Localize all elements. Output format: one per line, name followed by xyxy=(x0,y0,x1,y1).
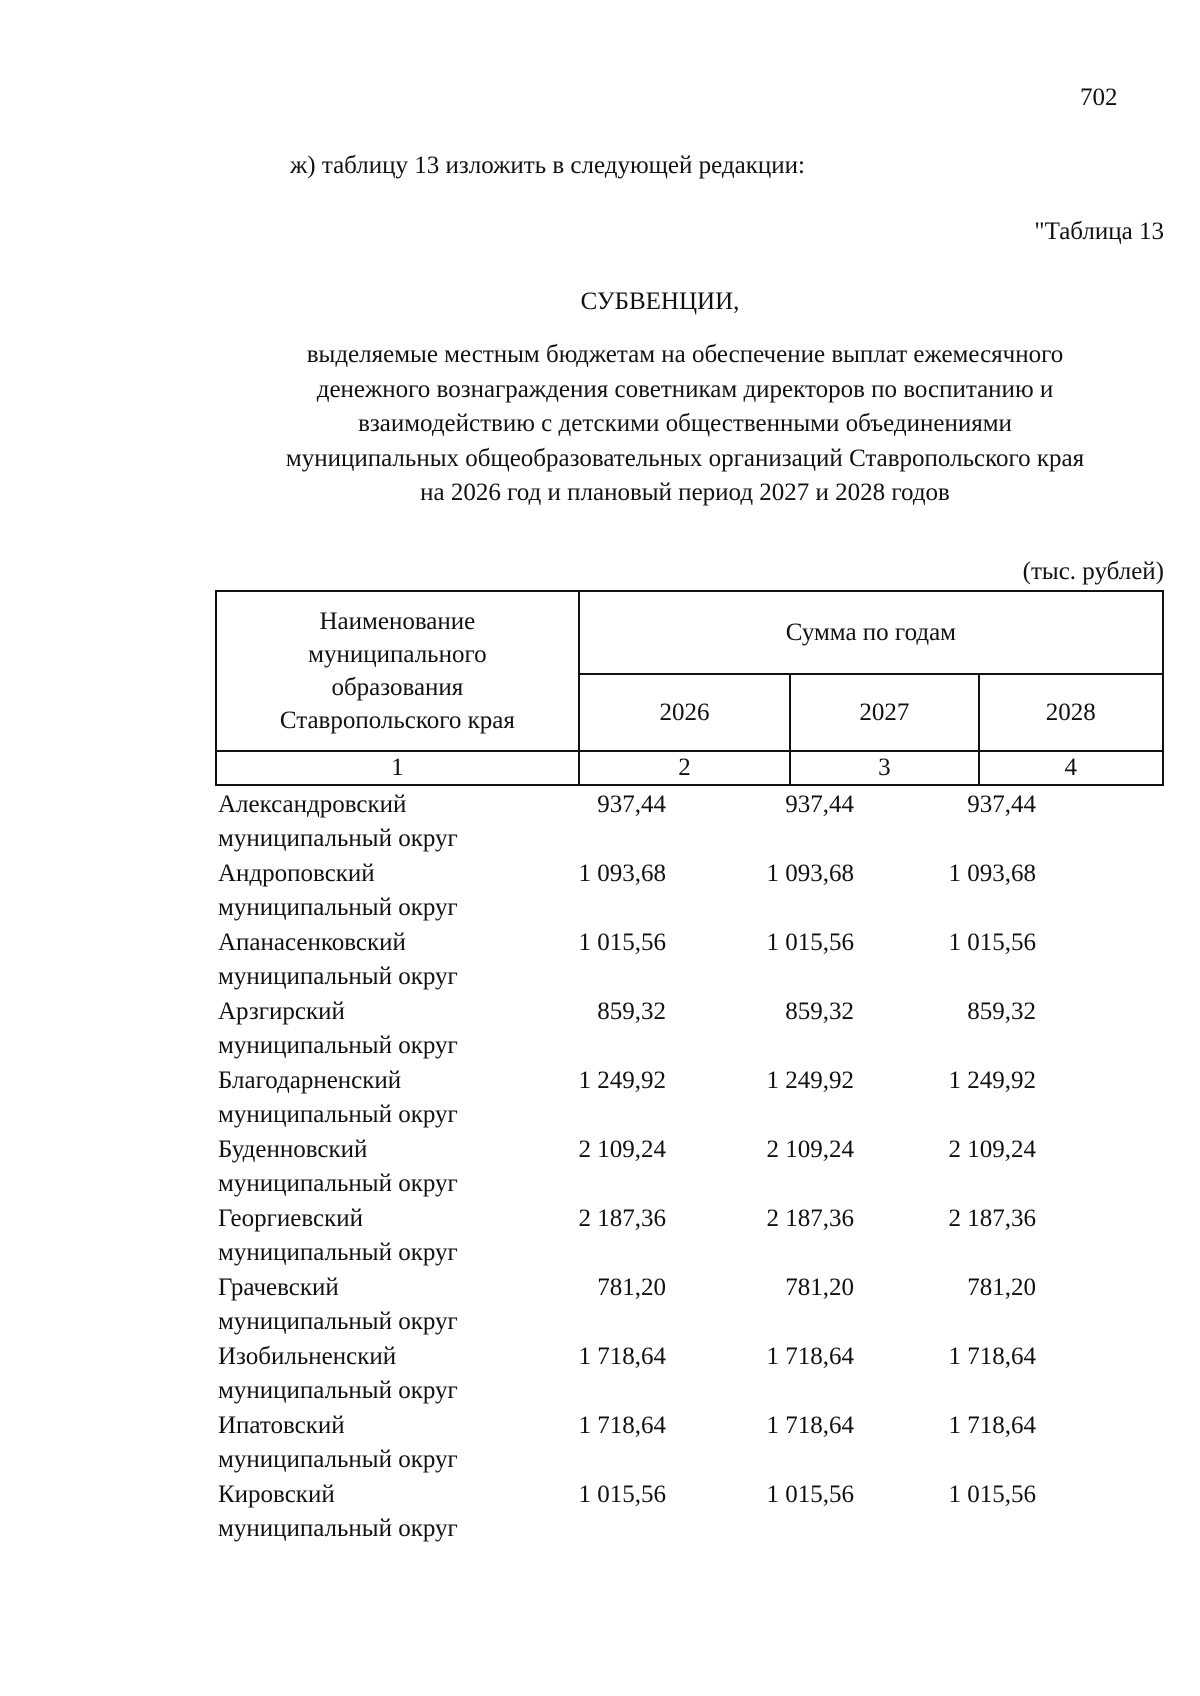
amount-2026: 859,32 xyxy=(597,998,666,1025)
header-name-line: Наименование xyxy=(319,608,476,635)
amount-2028: 1 015,56 xyxy=(948,929,1036,956)
table-row xyxy=(218,1127,1164,1196)
header-name-line: муниципального xyxy=(308,641,487,668)
units-label: (тыс. рублей) xyxy=(1022,558,1164,585)
amount-2026: 937,44 xyxy=(597,791,666,818)
amendment-intro: ж) таблицу 13 изложить в следующей редакции: xyxy=(290,152,805,179)
page-number: 702 xyxy=(1080,84,1118,111)
municipality-name: Апанасенковский муниципальный округ xyxy=(218,929,458,990)
column-number: 4 xyxy=(979,751,1163,785)
amount-2028: 1 093,68 xyxy=(948,860,1036,887)
subsidy-table-header xyxy=(215,590,1164,786)
amount-2028: 1 249,92 xyxy=(948,1067,1036,1094)
amount-2027: 1 718,64 xyxy=(766,1343,854,1370)
municipality-name: Изобильненский муниципальный округ xyxy=(218,1343,458,1404)
subtitle-line: на 2026 год и плановый период 2027 и 2028 годов xyxy=(420,479,950,506)
municipality-name: Александровский муниципальный округ xyxy=(218,791,458,852)
amount-2026: 1 015,56 xyxy=(578,929,666,956)
municipality-name: Буденновский муниципальный округ xyxy=(218,1136,458,1197)
header-year-2027: 2027 xyxy=(790,674,978,751)
amount-2027: 2 109,24 xyxy=(766,1136,854,1163)
amount-2026: 1 718,64 xyxy=(578,1412,666,1439)
municipality-name: Кировский муниципальный округ xyxy=(218,1481,458,1542)
header-municipality-name xyxy=(216,591,579,751)
document-subtitle xyxy=(215,338,1155,511)
table-row xyxy=(218,782,1164,851)
amount-2027: 859,32 xyxy=(785,998,854,1025)
table-row xyxy=(218,1265,1164,1334)
header-name-line: образования xyxy=(331,674,464,701)
column-number: 2 xyxy=(579,751,790,785)
amount-2028: 1 718,64 xyxy=(948,1412,1036,1439)
amount-2026: 1 718,64 xyxy=(578,1343,666,1370)
amount-2027: 937,44 xyxy=(785,791,854,818)
subtitle-line: муниципальных общеобразовательных организаций Ставропольского края xyxy=(285,444,1085,472)
table-row xyxy=(218,989,1164,1058)
amount-2027: 1 718,64 xyxy=(766,1412,854,1439)
amount-2026: 1 015,56 xyxy=(578,1481,666,1508)
amount-2028: 2 187,36 xyxy=(948,1205,1036,1232)
amount-2026: 2 187,36 xyxy=(578,1205,666,1232)
table-row xyxy=(218,1196,1164,1265)
municipality-name: Грачевский муниципальный округ xyxy=(218,1274,458,1335)
amount-2026: 781,20 xyxy=(597,1274,666,1301)
amount-2028: 1 015,56 xyxy=(948,1481,1036,1508)
subsidy-table-body xyxy=(218,782,1164,1541)
header-name-line: Ставропольского края xyxy=(279,707,515,734)
amount-2026: 2 109,24 xyxy=(578,1136,666,1163)
amount-2027: 2 187,36 xyxy=(766,1205,854,1232)
table-row xyxy=(218,851,1164,920)
table-row xyxy=(218,920,1164,989)
amount-2026: 1 249,92 xyxy=(578,1067,666,1094)
amount-2028: 2 109,24 xyxy=(948,1136,1036,1163)
subtitle-line: денежного вознаграждения советникам директоров по воспитанию и xyxy=(316,375,1054,403)
header-sum-by-years: Сумма по годам xyxy=(579,591,1163,674)
amount-2027: 1 249,92 xyxy=(766,1067,854,1094)
amount-2027: 781,20 xyxy=(785,1274,854,1301)
header-year-2028: 2028 xyxy=(979,674,1163,751)
municipality-name: Благодарненский муниципальный округ xyxy=(218,1067,458,1128)
municipality-name: Георгиевский муниципальный округ xyxy=(218,1205,458,1266)
amount-2028: 1 718,64 xyxy=(948,1343,1036,1370)
subtitle-line: взаимодействию с детскими общественными объединениями xyxy=(358,410,1012,437)
municipality-name: Арзгирский муниципальный округ xyxy=(218,998,458,1059)
municipality-name: Ипатовский муниципальный округ xyxy=(218,1412,458,1473)
amount-2028: 859,32 xyxy=(967,998,1036,1025)
table-row xyxy=(218,1403,1164,1472)
table-row xyxy=(218,1058,1164,1127)
document-title: СУБВЕНЦИИ, xyxy=(580,288,740,315)
table-caption: "Таблица 13 xyxy=(1034,218,1164,245)
amount-2027: 1 015,56 xyxy=(766,1481,854,1508)
header-year-2026: 2026 xyxy=(579,674,790,751)
amount-2027: 1 093,68 xyxy=(766,860,854,887)
amount-2026: 1 093,68 xyxy=(578,860,666,887)
amount-2028: 937,44 xyxy=(967,791,1036,818)
subtitle-line: выделяемые местным бюджетам на обеспечение выплат ежемесячного xyxy=(306,341,1064,368)
amount-2027: 1 015,56 xyxy=(766,929,854,956)
column-number: 3 xyxy=(790,751,978,785)
municipality-name: Андроповский муниципальный округ xyxy=(218,860,458,921)
table-row xyxy=(218,1334,1164,1403)
column-number: 1 xyxy=(216,751,579,785)
amount-2028: 781,20 xyxy=(967,1274,1036,1301)
table-row xyxy=(218,1472,1164,1541)
